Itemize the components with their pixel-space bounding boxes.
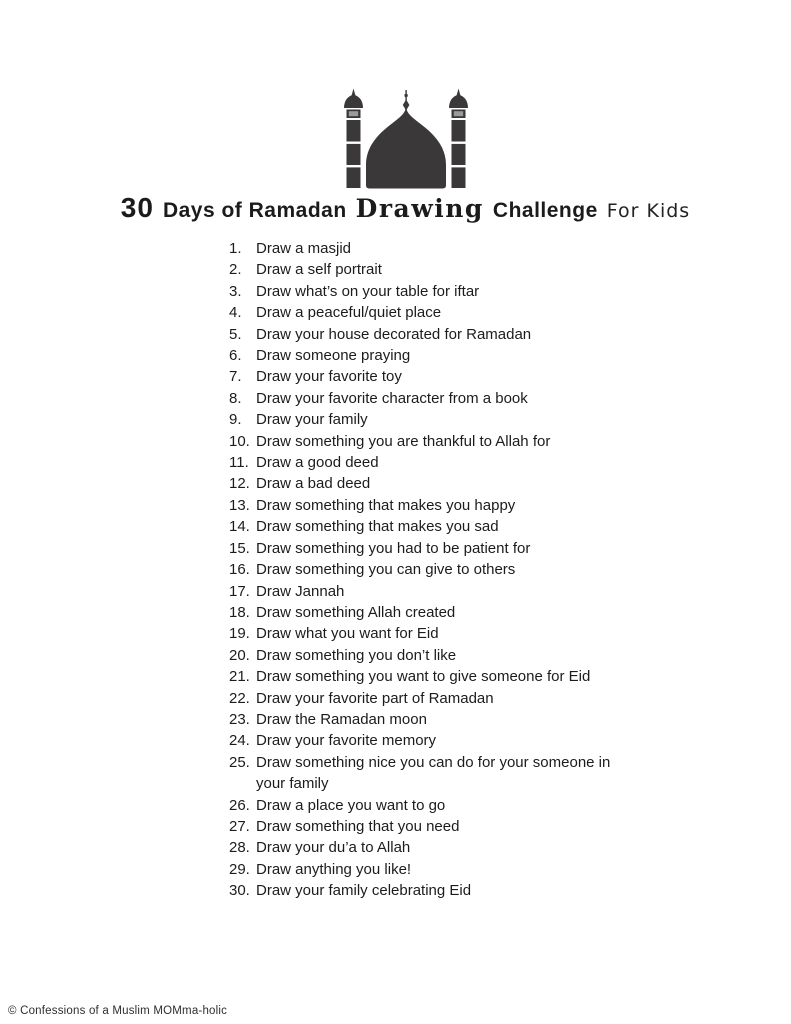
list-item-number: 4. [229, 304, 242, 322]
list-item-number: 22. [229, 689, 250, 707]
list-item-text: Draw something that you need [256, 817, 460, 835]
list-item [229, 302, 639, 323]
list-item [229, 730, 639, 751]
list-item [229, 281, 639, 302]
list-item-text: Draw your favorite memory [256, 732, 437, 750]
list-item-number: 10. [229, 432, 250, 450]
list-item-number: 20. [229, 646, 250, 664]
list-item-number: 15. [229, 539, 250, 557]
list-item-number: 7. [229, 368, 242, 386]
list-item-text: Draw a place you want to go [256, 796, 446, 814]
list-item-number: 5. [229, 325, 242, 343]
list-item-text: Draw something you want to give someone for Eid [256, 668, 591, 686]
list-item-text: Draw something you can give to others [256, 561, 516, 579]
list-item-text: Draw your favorite character from a book [256, 389, 528, 407]
list-item-text: Draw your favorite toy [256, 368, 402, 386]
list-item [229, 623, 639, 644]
list-item-number: 29. [229, 860, 250, 878]
list-item-number: 3. [229, 282, 242, 300]
list-item [229, 880, 639, 901]
list-item-text: Draw what’s on your table for iftar [256, 282, 480, 300]
list-item [229, 752, 639, 795]
list-item-number: 25. [229, 753, 250, 771]
list-item [229, 495, 639, 516]
list-item-text: Draw your family celebrating Eid [256, 882, 472, 900]
list-item-text: Draw Jannah [256, 582, 345, 600]
dome-icon [366, 90, 446, 189]
list-item [229, 688, 639, 709]
list-item-number: 19. [229, 625, 250, 643]
list-item-text: Draw your family [256, 411, 368, 429]
list-item-number: 14. [229, 518, 250, 536]
list-item [229, 345, 639, 366]
list-item-number: 17. [229, 582, 250, 600]
mosque-icon [336, 88, 476, 192]
title-drawing: Drawing [355, 194, 484, 223]
list-item [229, 259, 639, 280]
list-item-number: 18. [229, 603, 250, 621]
list-item-number: 2. [229, 261, 242, 279]
list-item-text: Draw your house decorated for Ramadan [256, 325, 532, 343]
list-item [229, 666, 639, 687]
list-item [229, 559, 639, 580]
list-item-number: 8. [229, 389, 242, 407]
list-item-text: Draw a self portrait [256, 261, 382, 279]
list-item [229, 324, 639, 345]
list-item [229, 538, 639, 559]
list-item [229, 366, 639, 387]
list-item-text: Draw anything you like! [256, 860, 412, 878]
list-item-text: Draw your favorite part of Ramadan [256, 689, 494, 707]
left-minaret-icon [344, 89, 363, 189]
list-item-number: 23. [229, 710, 250, 728]
list-item-text: Draw your du’a to Allah [256, 839, 411, 857]
list-item-text: Draw a good deed [256, 454, 379, 472]
list-item-number: 30. [229, 882, 250, 900]
list-item-number: 11. [229, 454, 249, 472]
list-item [229, 602, 639, 623]
list-item-text: Draw something you had to be patient for [256, 539, 531, 557]
list-item [229, 709, 639, 730]
list-item [229, 431, 639, 452]
list-item [229, 388, 639, 409]
list-item-number: 12. [229, 475, 250, 493]
title-number: 30 [120, 192, 154, 223]
right-minaret-icon [449, 89, 468, 189]
list-item-number: 6. [229, 347, 242, 365]
list-item-text: Draw something nice you can do for your someone in your family [256, 753, 611, 793]
list-item-number: 27. [229, 817, 250, 835]
list-item-text: Draw a peaceful/quiet place [256, 304, 442, 322]
list-item [229, 581, 639, 602]
list-item [229, 645, 639, 666]
page-title [30, 192, 781, 224]
list-item-number: 13. [229, 496, 250, 514]
challenge-list [229, 238, 639, 902]
list-item [229, 816, 639, 837]
list-item-number: 16. [229, 561, 250, 579]
list-item-text: Draw a bad deed [256, 475, 371, 493]
list-item-number: 26. [229, 796, 250, 814]
copyright-footer: © Confessions of a Muslim MOMma-holic [8, 1005, 228, 1017]
list-item-number: 1. [229, 240, 242, 257]
list-item-number: 24. [229, 732, 250, 750]
title-days-of-ramadan: Days of Ramadan [162, 199, 347, 222]
title-challenge: Challenge [492, 199, 598, 222]
list-item [229, 238, 639, 259]
list-item [229, 473, 639, 494]
list-item-text: Draw something you are thankful to Allah for [256, 432, 551, 450]
list-item [229, 859, 639, 880]
list-item-text: Draw something Allah created [256, 603, 456, 621]
list-item-text: Draw something that makes you happy [256, 496, 516, 514]
list-item-text: Draw a masjid [256, 240, 352, 257]
list-item [229, 516, 639, 537]
list-item-text: Draw someone praying [256, 347, 411, 365]
list-item-number: 9. [229, 411, 242, 429]
list-item [229, 452, 639, 473]
list-item-text: Draw something you don’t like [256, 646, 457, 664]
list-item [229, 795, 639, 816]
list-item-number: 21. [229, 668, 250, 686]
list-item [229, 409, 639, 430]
list-item-text: Draw what you want for Eid [256, 625, 439, 643]
list-item-text: Draw something that makes you sad [256, 518, 499, 536]
list-item-text: Draw the Ramadan moon [256, 710, 427, 728]
list-item-number: 28. [229, 839, 250, 857]
title-for-kids: For Kids [606, 200, 691, 222]
list-item [229, 837, 639, 858]
